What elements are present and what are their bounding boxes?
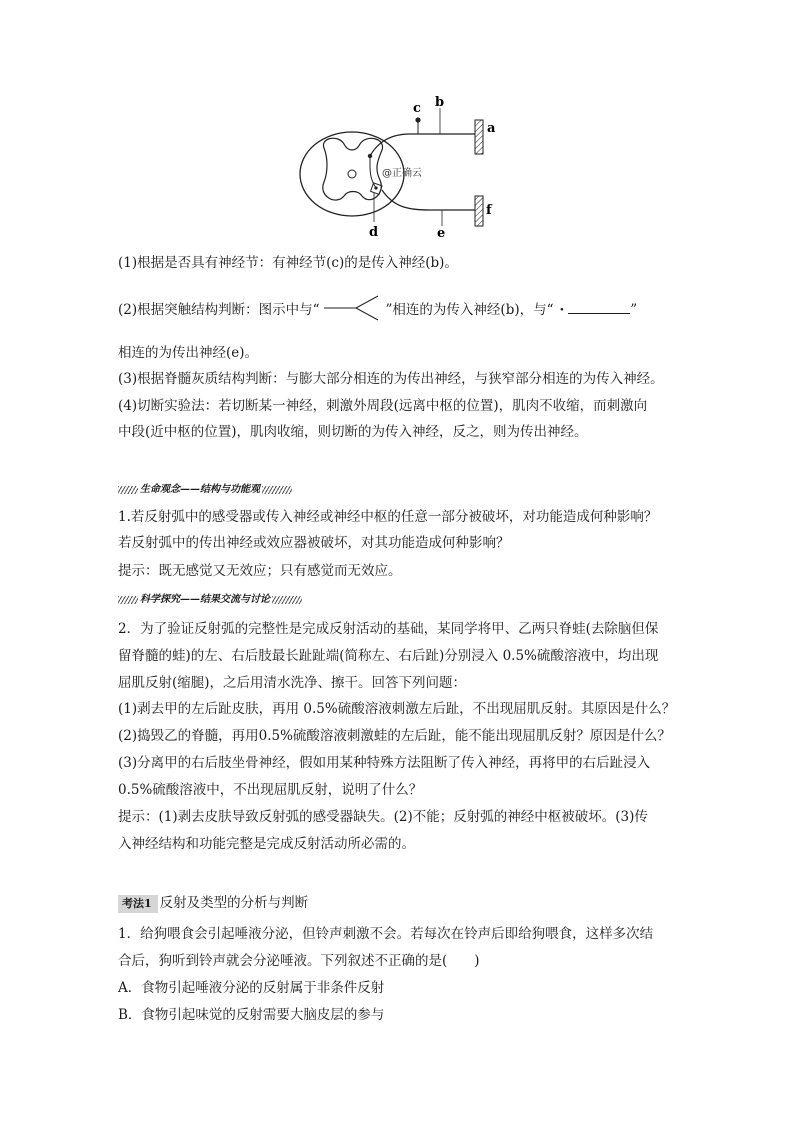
paragraph-2-end: ” [630,302,638,318]
question-2e: (2)捣毁乙的脊髓，再用0.5%硫酸溶液刺激蛙的左后趾，能不能出现屈肌反射？原因是什么？ [118,728,671,744]
question-2g: 0.5%硫酸溶液中，不出现屈肌反射，说明了什么？ [118,782,423,798]
watermark: @正确云 [382,168,422,179]
paragraph-2 [118,295,637,321]
reflex-arc-diagram [290,96,510,242]
section-header-1 [118,483,318,497]
question-2d: (1)剥去甲的左后趾皮肤，再用 0.5%硫酸溶液刺激左后趾，不出现屈肌反射。其原因是什么？ [118,701,676,717]
paragraph-2-before: (2)根据突触结构判断：图示中与“ [118,302,320,318]
paragraph-2-middle: ”相连的为传入神经(b)，与“ [385,302,554,318]
kaofa-tag: 考法1 [118,895,158,913]
neuron-nucleus [374,186,377,189]
question-2-hint-b: 入神经结构和功能完整是完成反射活动所必需的。 [118,836,415,852]
label-d: d [369,225,379,240]
exercise-1a: 1．给狗喂食会引起唾液分泌，但铃声刺激不会。若每次在铃声后即给狗喂食，这样多次结 [118,926,654,942]
option-b: B．食物引起味觉的反射需要大脑皮层的参与 [118,1007,385,1023]
question-2-hint-a: 提示：(1)剥去皮肤导致反射弧的感受器缺失。(2)不能；反射弧的神经中枢被破坏。(3)传 [118,809,648,825]
question-2a: 2．为了验证反射弧的完整性是完成反射活动的基础，某同学将甲、乙两只脊蛙(去除脑但保 [118,621,659,637]
label-f: f [486,203,492,218]
ganglion-c [415,117,420,122]
efferent-nerve-e [382,190,475,210]
question-1a: 1.若反射弧中的感受器或传入神经或神经中枢的任意一部分被破坏，对功能造成何种影响？ [118,509,658,525]
label-c: c [413,101,421,116]
central-canal [348,170,356,178]
section-header-1-text: 生命观念——结构与功能观 [140,484,260,495]
question-2c: 屈肌反射(缩腿)，之后用清水洗净、擦干。回答下列问题： [118,675,467,691]
paragraph-3: (3)根据脊髓灰质结构判断：与膨大部分相连的为传出神经，与狭窄部分相连的为传入神经。 [118,371,664,387]
label-b: b [435,96,445,110]
question-2f: (3)分离甲的右后肢坐骨神经，假如用某种特殊方法阻断了传入神经，再将甲的右后趾浸入 [118,755,651,771]
question-2b: 留脊髓的蛙)的左、右后肢最长趾趾端(简称左、右后趾)分别浸入 0.5%硫酸溶液中，均出现 [118,648,659,664]
label-e: e [437,226,446,241]
gray-matter [323,138,383,200]
kaofa-title: 反射及类型的分析与判断 [159,895,309,911]
question-1-hint: 提示：既无感觉又无效应；只有感觉而无效应。 [118,563,402,579]
section-header-2-text: 科学探究——结果交流与讨论 [140,594,270,605]
question-1b: 若反射弧中的传出神经或效应器被破坏，对其功能造成何种影响？ [118,535,510,551]
label-a: a [487,121,496,136]
receptor-a [475,120,483,154]
section-header-2 [118,593,318,607]
synapse-fork-icon [322,295,384,321]
stripes-decoration [118,486,138,494]
option-a: A．食物引起唾液分泌的反射属于非条件反射 [118,980,385,996]
afferent-nerve-b [370,134,475,156]
paragraph-2b: 相连的为传出神经(e)。 [118,345,259,361]
stripes-decoration [272,596,302,604]
paragraph-4a: (4)切断实验法：若切断某一神经，刺激外周段(远离中枢的位置)，肌肉不收缩，而刺激向 [118,398,648,414]
kaofa-heading [118,893,308,913]
synapse-dot [368,154,372,158]
stripes-decoration [118,596,138,604]
exercise-1b: 合后，狗听到铃声就会分泌唾液。下列叙述不正确的是( ) [118,953,480,969]
paragraph-1: (1)根据是否具有神经节：有神经节(c)的是传入神经(b)。 [118,255,458,271]
paragraph-4b: 中段(近中枢的位置)，肌肉收缩，则切断的为传入神经，反之，则为传出神经。 [118,424,588,440]
stripes-decoration [262,486,292,494]
synapse-dot-symbol: · [559,302,565,318]
synapse-line-symbol [568,301,630,314]
effector-f [475,196,483,226]
